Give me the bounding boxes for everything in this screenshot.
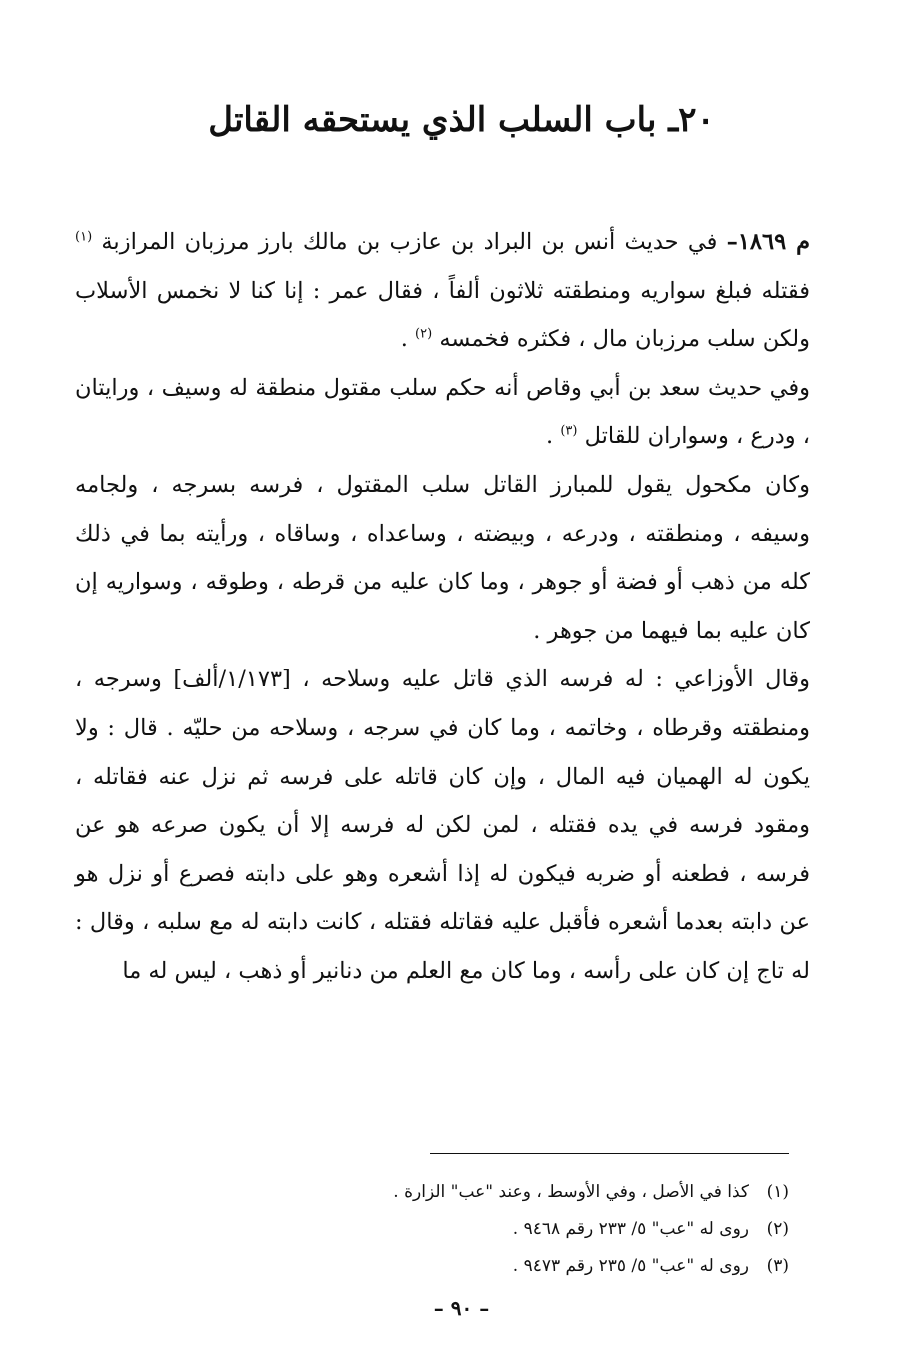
paragraph-text: في حديث أنس بن البراد بن عازب بن مالك بارز مرزبان المرازبة xyxy=(92,229,727,255)
paragraph-4 xyxy=(75,655,810,995)
footnote-text: روى له "عب" ٥/ ٢٣٣ رقم ٩٤٦٨ . xyxy=(512,1219,749,1239)
footnote-ref: (١) xyxy=(75,229,93,245)
paragraph-text: وقال الأوزاعي : له فرسه الذي قاتل عليه وسلاحه ، [١/١٧٣/ألف] وسرجه ، ومنطقته وقرطاه ، وخاتمه ، وما كان في سرجه ، وسلاحه من حليّه . قال : ولا يكون له الهميان فيه المال ، وإن كان قاتله على فرسه ثم نزل عنه فقاتله ، ومقود فرسه في يده فقتله ، لمن لكن له فرسه إلا أن يكون صرعه هو عن فرسه ، فطعنه أو ضربه فيكون له إذا أشعره وهو على دابته فصرع أو نزل هو عن دابته بعدما أشعره فأقبل عليه فقاتله فقتله ، كانت دابته له مع سلبه ، وقال : له تاج إن كان على رأسه ، وما كان مع العلم من دنانير أو ذهب ، ليس له ما xyxy=(75,666,810,984)
page-number: – ٩٠ – xyxy=(433,1296,490,1320)
footnote-ref: (٢) xyxy=(415,326,433,342)
hadith-number: م ١٨٦٩– xyxy=(726,229,811,255)
footnote-item xyxy=(300,1174,789,1211)
footnote-item xyxy=(300,1248,789,1285)
footnote-number: (٢) xyxy=(766,1219,789,1239)
footnote-number: (١) xyxy=(766,1182,789,1202)
paragraph-3 xyxy=(75,461,810,655)
footnote-ref: (٣) xyxy=(560,423,578,439)
footnote-text: كذا في الأصل ، وفي الأوسط ، وعند "عب" الزارة . xyxy=(393,1182,749,1202)
paragraph-text: فقتله فبلغ سواريه ومنطقته ثلاثون ألفاً ، فقال عمر : إنا كنا لا نخمس الأسلاب ولكن سلب مرزبان مال ، فكثره فخمسه xyxy=(75,277,810,353)
chapter-title: ٢٠ـ باب السلب الذي يستحقه القاتل xyxy=(208,100,715,140)
footnote-number: (٣) xyxy=(766,1256,789,1276)
footnote-item xyxy=(300,1211,789,1248)
footnote-text: روى له "عب" ٥/ ٢٣٥ رقم ٩٤٧٣ . xyxy=(512,1256,749,1276)
paragraph-text: وفي حديث سعد بن أبي وقاص أنه حكم سلب مقتول منطقة له وسيف ، ورايتان ، ودرع ، وسواران للقاتل xyxy=(75,374,810,450)
paragraph-text: وكان مكحول يقول للمبارز القاتل سلب المقتول ، فرسه بسرجه ، ولجامه وسيفه ، ومنطقته ، ودرعه ، وبيضته ، وساعداه ، وساقاه ، ورأيته بما في ذلك كله من ذهب أو فضة أو جوهر ، وما كان عليه من قرطه ، وطوقه ، وسواريه إن كان عليه بما فيهما من جوهر . xyxy=(75,471,810,644)
footnotes xyxy=(300,1174,789,1285)
paragraph-2 xyxy=(75,364,810,461)
paragraph-1 xyxy=(75,218,810,364)
footnote-divider xyxy=(430,1153,789,1154)
paragraph-text: . xyxy=(400,326,416,353)
main-text xyxy=(75,218,810,996)
paragraph-text: . xyxy=(546,423,561,450)
